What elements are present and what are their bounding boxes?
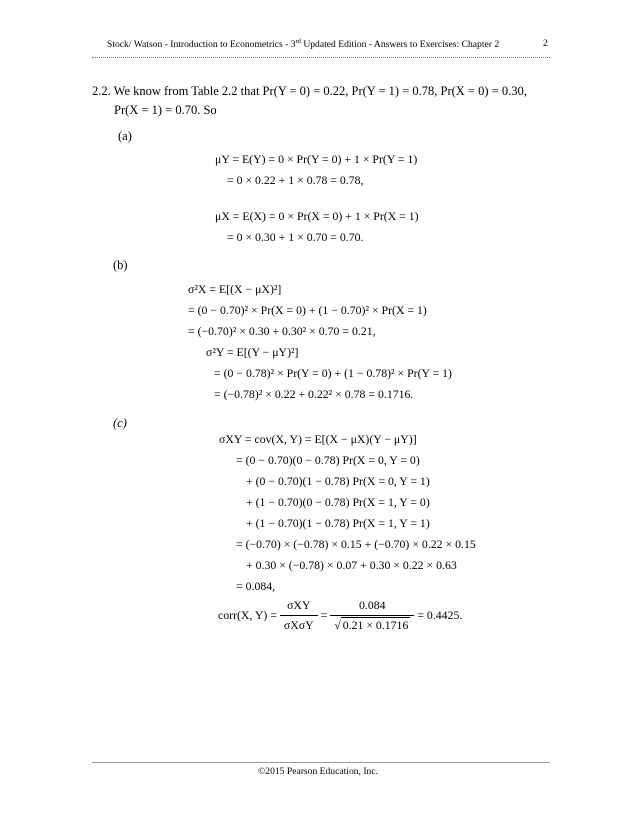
eq-a-muY-2: = 0 × 0.22 + 1 × 0.78 = 0.78, [227, 173, 364, 187]
eq-c-6: = (−0.70) × (−0.78) × 0.15 + (−0.70) × 0.22 × 0.15 [236, 537, 476, 551]
corr-fraction-2 [330, 598, 414, 633]
eq-b-2: = (0 − 0.70)² × Pr(X = 0) + (1 − 0.70)² × Pr(X = 1) [188, 303, 427, 317]
eq-a-muX-2: = 0 × 0.30 + 1 × 0.70 = 0.70. [227, 230, 364, 244]
eq-c-7: + 0.30 × (−0.78) × 0.07 + 0.30 × 0.22 × 0.63 [246, 558, 457, 572]
eq-c-8: = 0.084, [236, 579, 276, 593]
corr-numerator-1: σXY [280, 598, 318, 616]
header-superscript: rd [295, 38, 301, 45]
running-header [107, 38, 499, 50]
corr-sqrt-content: 0.21 × 0.1716 [342, 618, 409, 632]
eq-b-1: σ²X = E[(X − μX)²] [188, 282, 282, 296]
eq-c-1: σXY = cov(X, Y) = E[(X − μX)(Y − μY)] [219, 432, 417, 446]
eq-b-5: = (0 − 0.78)² × Pr(Y = 0) + (1 − 0.78)² × Pr(Y = 1) [214, 366, 452, 380]
header-text-tail: Updated Edition - Answers to Exercises: Chapter 2 [300, 39, 500, 51]
eq-c-5: + (1 − 0.70)(1 − 0.78) Pr(X = 1, Y = 1) [246, 516, 430, 530]
footer-rule [92, 762, 550, 763]
eq-a-muX-1: μX = E(X) = 0 × Pr(X = 0) + 1 × Pr(X = 1) [215, 209, 419, 223]
label-part-c: (c) [113, 416, 127, 430]
corr-result: = 0.4425. [417, 608, 463, 622]
corr-lhs: corr(X, Y) = [218, 608, 277, 622]
intro-line-1: 2.2. We know from Table 2.2 that Pr(Y = 0) = 0.22, Pr(Y = 1) = 0.78, Pr(X = 0) = 0.30, [92, 84, 527, 98]
eq-b-6: = (−0.78)² × 0.22 + 0.22² × 0.78 = 0.1716. [214, 387, 414, 401]
corr-denominator-2: √ 0.21 × 0.1716 [334, 618, 409, 632]
eq-c-3: + (0 − 0.70)(1 − 0.78) Pr(X = 0, Y = 1) [246, 474, 430, 488]
corr-denominator-1: σXσY [283, 618, 314, 632]
corr-fraction-1 [280, 598, 318, 633]
eq-b-4: σ²Y = E[(Y − μY)²] [206, 345, 299, 359]
eq-c-2: = (0 − 0.70)(0 − 0.78) Pr(X = 0, Y = 0) [236, 453, 420, 467]
header-rule [92, 57, 550, 58]
header-text: Stock/ Watson - Introduction to Econometrics - 3 [107, 39, 296, 51]
label-part-a: (a) [118, 129, 132, 143]
corr-equals: = [320, 608, 328, 622]
intro-line-2: Pr(X = 1) = 0.70. So [114, 103, 217, 117]
eq-c-4: + (1 − 0.70)(0 − 0.78) Pr(X = 1, Y = 0) [246, 495, 430, 509]
label-part-b: (b) [113, 258, 128, 272]
footer-copyright: ©2015 Pearson Education, Inc. [258, 766, 378, 777]
eq-a-muY-1: μY = E(Y) = 0 × Pr(Y = 0) + 1 × Pr(Y = 1) [215, 152, 418, 166]
corr-numerator-2: 0.084 [330, 598, 414, 616]
eq-corr [218, 598, 462, 633]
page-number: 2 [543, 38, 548, 49]
eq-b-3: = (−0.70)² × 0.30 + 0.30² × 0.70 = 0.21, [188, 324, 376, 338]
